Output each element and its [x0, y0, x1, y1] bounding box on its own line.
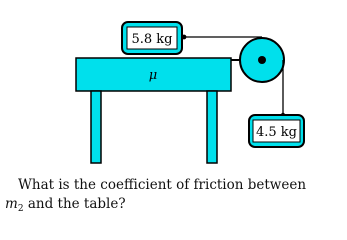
table-leg-left — [91, 91, 101, 163]
mass-variable — [5, 196, 24, 212]
pulley-axle — [258, 56, 266, 64]
mass-variable-subscript: 2 — [17, 204, 24, 214]
mass-variable-symbol: m — [5, 196, 18, 212]
table-leg-right — [207, 91, 217, 163]
question-line-1: What is the coefficient of friction between — [18, 177, 307, 193]
hanging-mass-label: 4.5 kg — [255, 125, 298, 140]
mass-on-table-label: 5.8 kg — [131, 32, 173, 47]
question-line-2 — [5, 195, 126, 219]
question-line-2-rest: and the table? — [23, 196, 126, 212]
friction-coefficient-label: μ — [148, 68, 158, 83]
